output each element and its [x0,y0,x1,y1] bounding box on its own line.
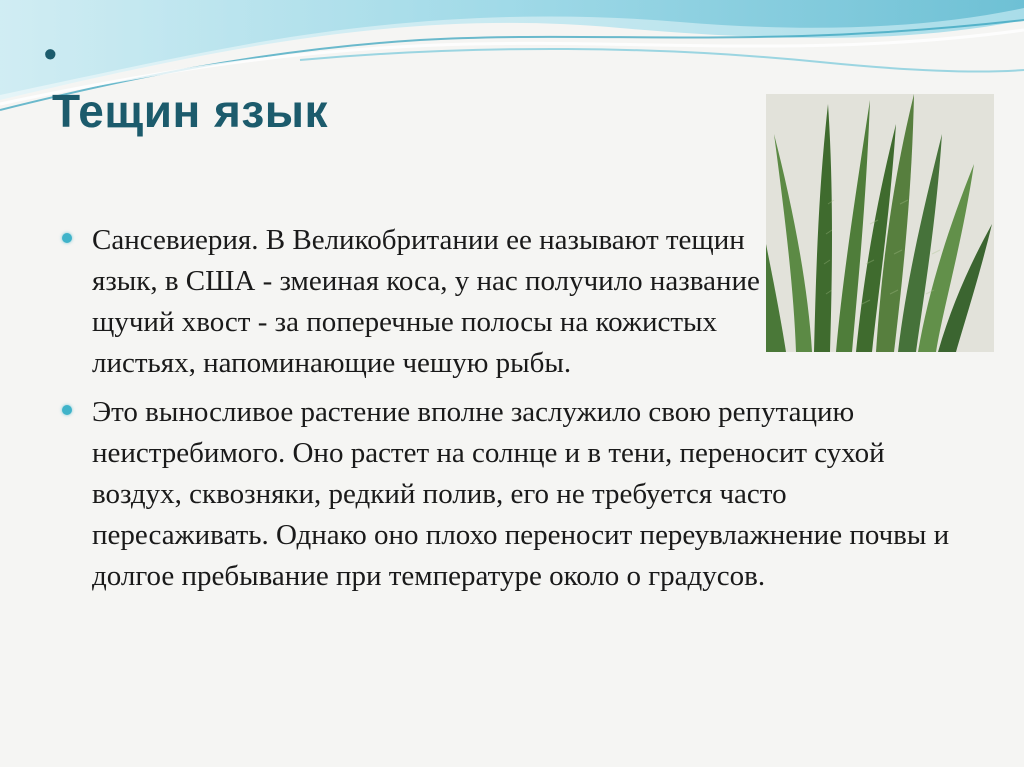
bullet-item [62,392,962,597]
title-marker: • [44,33,57,74]
bullet-list [62,220,962,597]
bullet-item [62,220,962,384]
slide-title: Тещин язык [52,85,329,137]
bullet-dot-icon [62,405,72,415]
bullet-text: Это выносливое растение вполне заслужило свою репутацию неистребимого. Оно растет на солнце и в тени, переносит сухой воздух, сквозняки, редкий полив, его не требуется часто пересаживать. Однако оно плохо переносит переувлажнение почвы и долгое пребывание при температуре около о градусов. [92,396,950,592]
bullet-dot-icon [62,233,72,243]
bullet-text: Сансевиерия. В Великобритании ее называют тещин язык, в США - змеиная коса, у нас получило название щучий хвост - за поперечные полосы на кожистых листьях, напоминающие чешую рыбы. [92,224,760,379]
